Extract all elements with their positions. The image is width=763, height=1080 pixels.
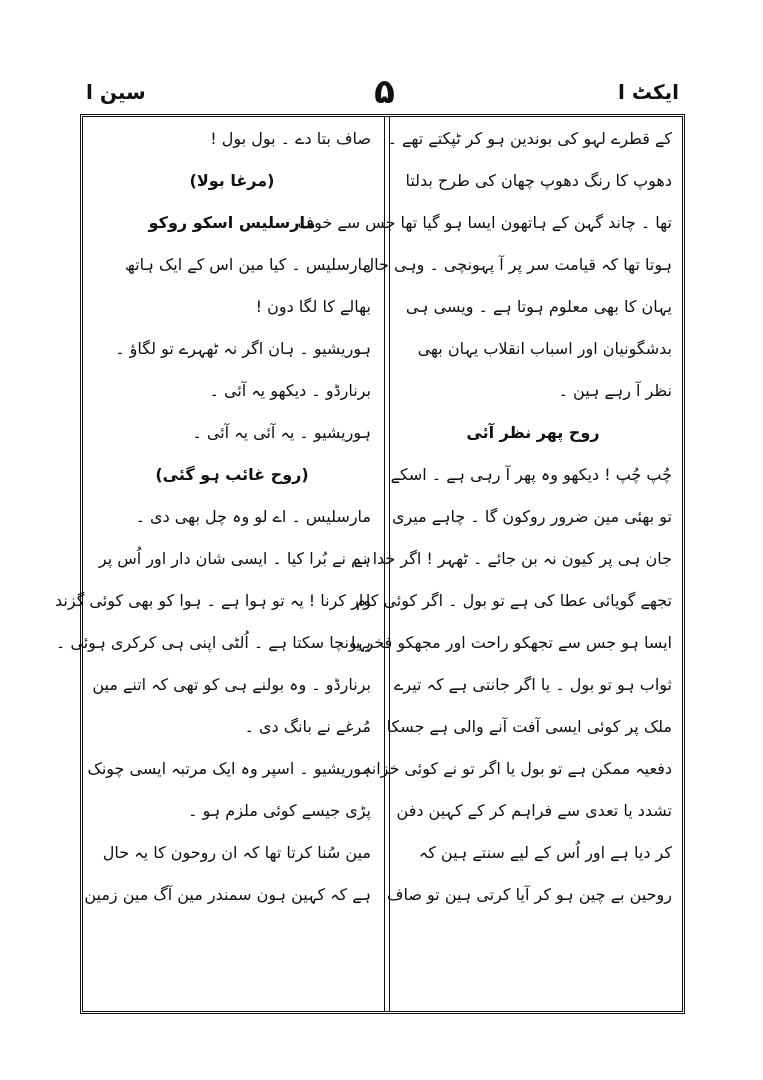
text-line: برنارڈو ۔ وہ بولنے ہی کو تھی کہ اتنے مین — [92, 675, 371, 694]
text-line: تشدد یا تعدی سے فراہم کر کے کہین دفن — [396, 801, 672, 820]
text-line: صاف بتا دے ۔ بول بول ! — [210, 129, 371, 148]
text-line: پڑی جیسے کوئی ملزم ہو ۔ — [188, 801, 371, 820]
text-line: تجھے گویائی عطا کی ہے تو بول ۔ اگر کوئی کام — [355, 591, 672, 610]
stage-direction: مارسلیس اسکو روکو — [148, 213, 316, 232]
text-line: مارسلیس ۔ کیا مین اس کے ایک ہاتھ — [125, 255, 371, 274]
act-label: ایکٹ ا — [618, 80, 679, 104]
text-line: جان ہی پر کیون نہ بن جائے ۔ ٹھہر ! اگر خدا نے — [353, 549, 672, 568]
text-line: برنارڈو ۔ دیکھو یہ آئی ۔ — [209, 381, 371, 400]
stage-direction: (روح غائب ہو گئی) — [155, 465, 309, 484]
stage-direction: روح پھر نظر آئی — [466, 423, 600, 442]
text-line: مارسلیس ۔ اے لو وہ چل بھی دی ۔ — [135, 507, 371, 526]
text-line: کر دیا ہے اور اُس کے لیے سنتے ہین کہ — [418, 843, 672, 862]
left-column — [55, 121, 371, 919]
text-line: ثواب ہو تو بول ۔ یا اگر جانتی ہے کہ تیرے — [394, 675, 672, 694]
text-line: ہوتا تھا کہ قیامت سر پر آ پہونچی ۔ وہی حال — [362, 255, 672, 274]
text-line: مُرغے نے بانگ دی ۔ — [244, 717, 371, 736]
text-line: ملک پر کوئی ایسی آفت آنے والی ہے جسکا — [386, 717, 672, 736]
text-line: ہم نے بُرا کیا ۔ ایسی شان دار اور اُس پر — [98, 549, 371, 568]
text-line: ہوریشیو ۔ ہان اگر نہ ٹھہرے تو لگاؤ ۔ — [115, 339, 371, 358]
text-line: دفعیہ ممکن ہے تو بول یا اگر تو نے کوئی خزانہ — [362, 759, 672, 778]
text-line: نظر آ رہے ہین ۔ — [558, 381, 672, 400]
text-line: ہوریشیو ۔ اسپر وہ ایک مرتبہ ایسی چونک — [87, 759, 371, 778]
stage-direction: (مرغا بولا) — [189, 171, 275, 190]
text-line: کے قطرے لہو کی بوندین ہو کر ٹپکتے تھے ۔ — [387, 129, 672, 148]
text-line: مین سُنا کرتا تھا کہ ان روحون کا یہ حال — [102, 843, 371, 862]
text-line: وار کرنا ! یہ تو ہوا ہے ۔ ہوا کو بھی کوئی گزند — [55, 591, 371, 610]
text-line: ہے کہ کہین ہون سمندر مین آگ مین زمین — [84, 885, 371, 904]
text-line: دھوپ کا رنگ دھوپ چھان کی طرح بدلتا — [405, 171, 672, 190]
page-number: ۵ — [374, 72, 395, 112]
text-frame — [55, 114, 685, 1014]
text-line: روحین بے چین ہو کر آیا کرتی ہین تو صاف — [386, 885, 672, 904]
text-line: ہوریشیو ۔ یہ آئی یہ آئی ۔ — [192, 423, 371, 442]
text-line: چُپ چُپ ! دیکھو وہ پھر آ رہی ہے ۔ اسکے — [390, 465, 672, 484]
text-line: تو بھئی مین ضرور روکون گا ۔ چاہے میری — [391, 507, 672, 526]
scene-label: سین ا — [86, 80, 146, 104]
text-line: پہونچا سکتا ہے ۔ اُلٹی اپنی ہی کرکری ہوئی ۔ — [55, 633, 371, 652]
text-line: ایسا ہو جس سے تجھکو راحت اور مجھکو فخر یا — [351, 633, 672, 652]
text-line: یہان کا بھی معلوم ہوتا ہے ۔ ویسی ہی — [405, 297, 672, 316]
text-line: بھالے کا لگا دون ! — [255, 297, 371, 316]
text-line: تھا ۔ چاند گہن کے ہاتھون ایسا ہو گیا تھا جس سے خوف — [297, 213, 672, 232]
text-line: بدشگونیان اور اسباب انقلاب یہان بھی — [417, 339, 672, 358]
page-header — [82, 72, 687, 114]
